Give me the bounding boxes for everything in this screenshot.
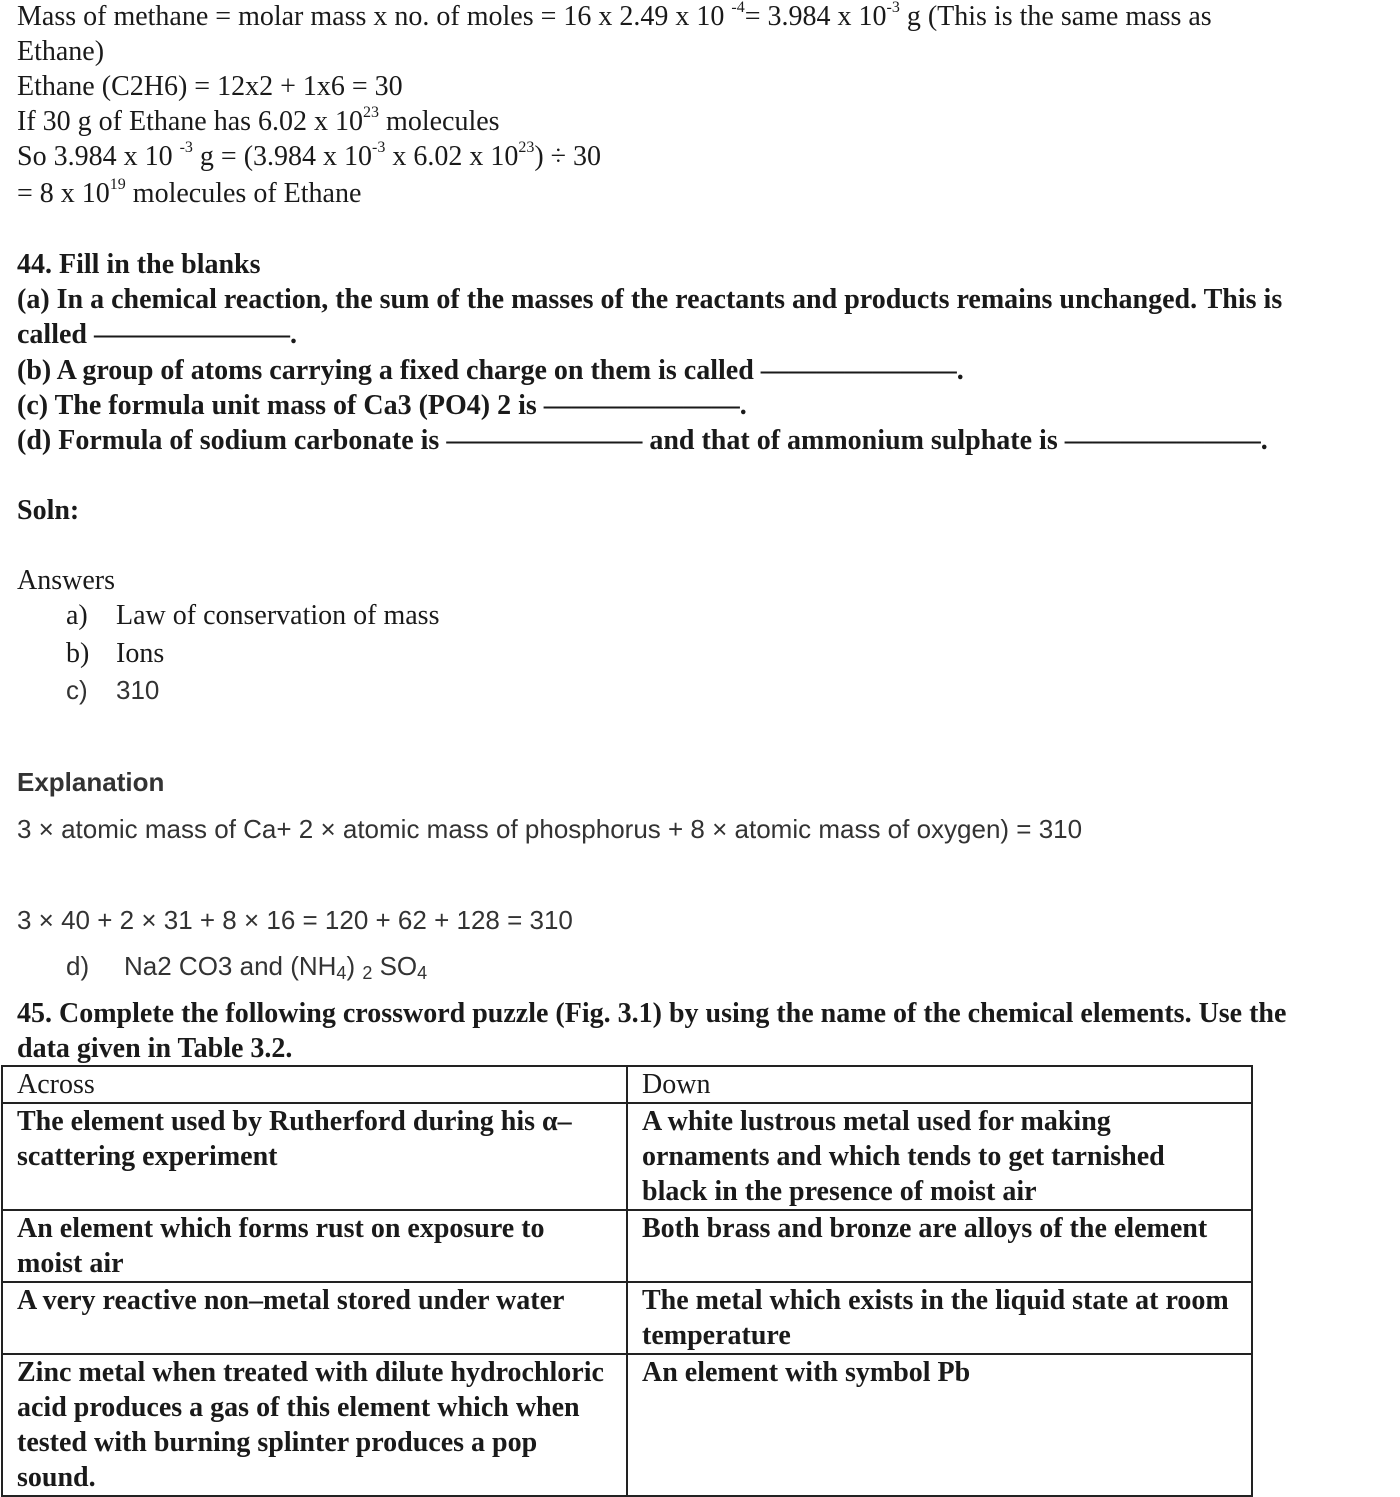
text-segment: molecules of Ethane <box>125 178 362 209</box>
explanation-title: Explanation <box>17 767 165 797</box>
formula-text: Na2 CO3 and (NH <box>124 951 337 981</box>
across-clue: A very reactive non–metal stored under water <box>2 1282 627 1354</box>
down-clue: An element with symbol Pb <box>627 1354 1252 1496</box>
table-row <box>2 1282 1252 1354</box>
exponent: 19 <box>109 176 126 193</box>
explanation-line: 3 × atomic mass of Ca+ 2 × atomic mass of phosphorus + 8 × atomic mass of oxygen) = 310 <box>17 814 1083 844</box>
intro-line <box>17 177 361 211</box>
answer-label: c) <box>66 675 88 705</box>
answers-label: Answers <box>17 565 115 596</box>
intro-line <box>17 105 500 139</box>
answer-d <box>66 949 427 983</box>
intro-line <box>17 0 1212 34</box>
q45-title: 45. Complete the following crossword puzzle (Fig. 3.1) by using the name of the chemical elements. Use the <box>17 998 1287 1029</box>
down-clue: A white lustrous metal used for making ornaments and which tends to get tarnished black in the presence of moist air <box>627 1103 1252 1210</box>
text-segment: If 30 g of Ethane has 6.02 x 10 <box>17 106 364 137</box>
q44-part-a-cont: called ———————. <box>17 319 297 350</box>
down-clue: The metal which exists in the liquid state at room temperature <box>627 1282 1252 1354</box>
answer-text: Law of conservation of mass <box>116 600 440 631</box>
q44-part-c: (c) The formula unit mass of Ca3 (PO4) 2 is ———————. <box>17 390 747 421</box>
answer-label: d) <box>66 951 90 981</box>
across-clue: An element which forms rust on exposure to moist air <box>2 1210 627 1282</box>
calculation-line: 3 × 40 + 2 × 31 + 8 × 16 = 120 + 62 + 128 = 310 <box>17 905 573 935</box>
formula-subscript: 2 <box>362 963 373 983</box>
formula-text: ) <box>346 951 363 981</box>
across-clue: Zinc metal when treated with dilute hydrochloric acid produces a gas of this element which when tested with burning splinter produces a pop sound. <box>2 1354 627 1496</box>
formula-text: SO <box>372 951 418 981</box>
text-segment: Ethane) <box>17 36 105 67</box>
answer-b <box>66 637 164 671</box>
table-row <box>2 1354 1252 1496</box>
answer-label: b) <box>66 638 90 669</box>
exponent: -3 <box>886 0 900 16</box>
q45-title-cont: data given in Table 3.2. <box>17 1033 293 1064</box>
q44-title: 44. Fill in the blanks <box>17 249 261 280</box>
q44-part-b: (b) A group of atoms carrying a fixed charge on them is called ———————. <box>17 355 964 386</box>
text-segment: x 6.02 x 10 <box>385 141 519 172</box>
across-clue: The element used by Rutherford during his α–scattering experiment <box>2 1103 627 1210</box>
exponent: 23 <box>518 139 535 156</box>
formula-subscript: 4 <box>417 963 428 983</box>
crossword-clues-table <box>1 1065 1253 1497</box>
header-down: Down <box>627 1066 1252 1103</box>
q44-part-d: (d) Formula of sodium carbonate is ——————— and that of ammonium sulphate is ———————. <box>17 425 1268 456</box>
text-segment: Ethane (C2H6) = 12x2 + 1x6 = 30 <box>17 71 403 102</box>
table-header-row <box>2 1066 1252 1103</box>
table-row <box>2 1210 1252 1282</box>
intro-line <box>17 35 104 69</box>
exponent: -3 <box>179 139 193 156</box>
text-segment: Mass of methane = molar mass x no. of moles = 16 x 2.49 x 10 <box>17 1 732 32</box>
soln-label: Soln: <box>17 495 80 526</box>
text-segment: g = (3.984 x 10 <box>192 141 373 172</box>
header-across: Across <box>2 1066 627 1103</box>
down-clue: Both brass and bronze are alloys of the element <box>627 1210 1252 1282</box>
intro-line <box>17 140 601 174</box>
answer-text: Ions <box>116 638 165 669</box>
text-segment: ) ÷ 30 <box>534 141 602 172</box>
exponent: 23 <box>363 104 380 121</box>
table-row <box>2 1103 1252 1210</box>
text-segment: = 8 x 10 <box>17 178 110 209</box>
exponent: -3 <box>372 139 386 156</box>
formula-subscript: 4 <box>336 963 347 983</box>
text-segment: = 3.984 x 10 <box>744 1 887 32</box>
text-segment: molecules <box>379 106 500 137</box>
answer-label: a) <box>66 600 88 631</box>
q44-part-a: (a) In a chemical reaction, the sum of the masses of the reactants and products remains unchanged. This is <box>17 284 1283 315</box>
text-segment: So 3.984 x 10 <box>17 141 180 172</box>
exponent: -4 <box>731 0 745 16</box>
answer-c <box>66 673 159 707</box>
answer-text: 310 <box>116 675 160 705</box>
answer-a <box>66 599 439 633</box>
text-segment: g (This is the same mass as <box>899 1 1212 32</box>
intro-line <box>17 70 403 104</box>
